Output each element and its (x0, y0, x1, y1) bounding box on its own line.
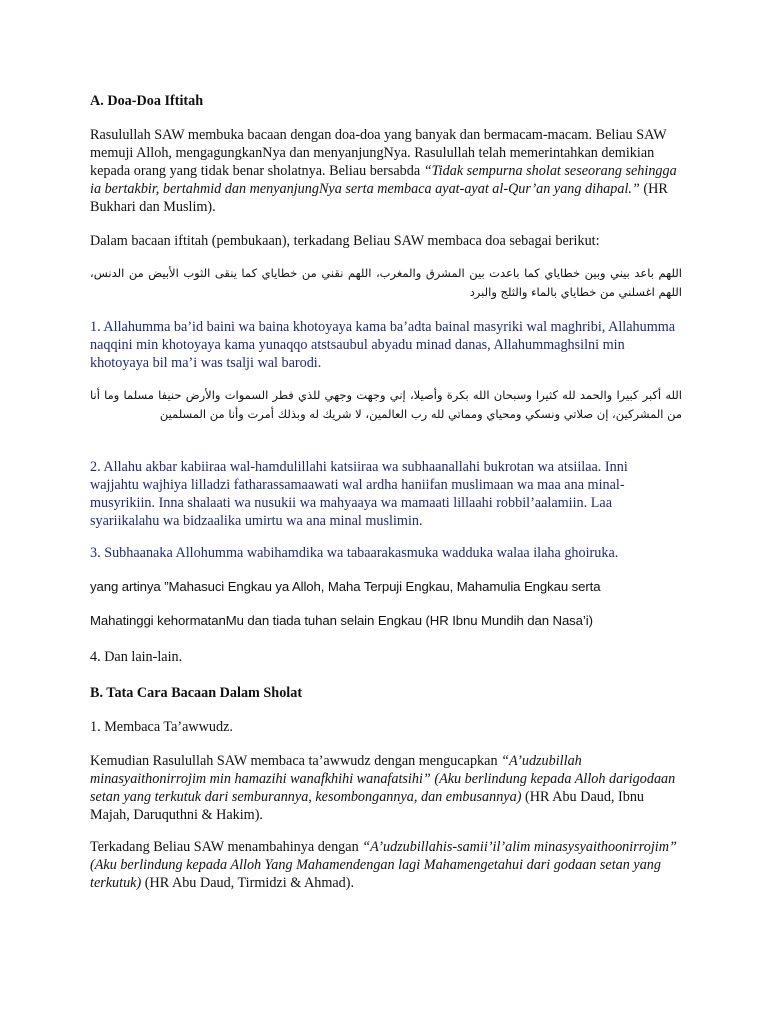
item-4: 4. Dan lain-lain. (90, 649, 183, 665)
doa-3-transliteration: 3. Subhaanaka Allohumma wabihamdika wa tabaarakasmuka wadduka walaa ilaha ghoiruka. (90, 545, 619, 561)
section-a-heading: A. Doa-Doa Iftitah (90, 93, 204, 109)
doa-1-transliteration: 1. Allahumma ba’id baini wa baina khotoyaya kama ba’adta bainal masyriki wal maghribi, Allahumma naqqini min khotoyaya kama yunaqqo atstsaubul abyadu minad danas, Allahummaghsilni min khotoyaya bil ma’i was tsalji wal barodi. (90, 319, 676, 371)
p2-translation: (Aku berlindung kepada Alloh Yang Mahamendengan lagi Mahamengetahui dari godaan setan yang terkutuk) (90, 857, 661, 891)
p1-quote: “A’udzubillah minasyaithonirrojim min hamazihi wanafkhihi wanafatsihi” (90, 753, 582, 787)
lead-in-paragraph: Dalam bacaan iftitah (pembukaan), terkadang Beliau SAW membaca doa sebagai berikut: (90, 233, 600, 249)
meaning-line-1: yang artinya ”Mahasuci Engkau ya Alloh, Maha Terpuji Engkau, Mahamulia Engkau serta (90, 579, 601, 594)
intro-paragraph (90, 126, 680, 216)
sub-heading-1: 1. Membaca Ta’awwudz. (90, 719, 233, 735)
taawwudz-paragraph-2 (90, 838, 680, 892)
arabic-doa-1: اللهم باعد بيني وبين خطاياي كما باعدت بين المشرق والمغرب، اللهم نقني من خطاياي كما ينقى الثوب الأبيض من الدنس، اللهم اغسلني من خطاياي بالماء والثلج والبرد (90, 266, 682, 299)
meaning-line-2: Mahatinggi kehormatanMu dan tiada tuhan selain Engkau (HR Ibnu Mundih dan Nasa’i) (90, 613, 593, 628)
p1-source: (HR Abu Daud, Ibnu Majah, Daruquthni & Hakim). (90, 789, 645, 823)
taawwudz-paragraph-1 (90, 752, 680, 824)
intro-source: (HR Bukhari dan Muslim). (90, 181, 668, 215)
section-b-heading: B. Tata Cara Bacaan Dalam Sholat (90, 685, 303, 701)
p2-source: (HR Abu Daud, Tirmidzi & Ahmad). (141, 875, 355, 891)
p2-text: Terkadang Beliau SAW menambahinya dengan (90, 839, 363, 855)
p1-text: Kemudian Rasulullah SAW membaca ta’awwudz dengan mengucapkan (90, 753, 502, 769)
p1-translation: (Aku berlindung kepada Alloh darigodaan setan yang terkutuk dari semburannya, kesombongannya, dan embusannya) (90, 771, 676, 805)
intro-quote: “Tidak sempurna sholat seseorang sehingga ia bertakbir, bertahmid dan menyanjungNya serta membaca ayat-ayat al-Qur’an yang dihapal.” (90, 163, 677, 197)
p2-quote: “A’udzubillahis-samii’il’alim minasysyaithoonirrojim” (362, 839, 677, 855)
arabic-doa-2: الله أكبر كبيرا والحمد لله كثيرا وسبحان الله بكرة وأصيلا، إني وجهت وجهي للذي فطر السموات والأرض حنيفا مسلما وما أنا من المشركين، إن صلاتي ونسكي ومحياي ومماتي لله رب العالمين، لا شريك له وبذلك أمرت وأنا من المسلمين (90, 388, 682, 421)
doa-2-transliteration: 2. Allahu akbar kabiiraa wal-hamdulillahi katsiiraa wa subhaanallahi bukrotan wa atsiilaa. Inni wajjahtu wajhiya lilladzi fatharassamaawati wal ardha haniifan muslimaan wa maa ana minal-musyrikiin. Inna shalaati wa nusukii wa mahyaaya wa mamaati lillaahi robbil’aalamiin. Laa syariikalahu wa bidzaalika umirtu wa ana minal muslimin. (90, 459, 628, 529)
intro-text: Rasulullah SAW membuka bacaan dengan doa-doa yang banyak dan bermacam-macam. Beliau SAW memuji Alloh, mengagungkanNya dan menyanjungNya. Rasulullah telah memerintahkan demikian kepada orang yang tidak benar sholatnya. Beliau bersabda (90, 127, 667, 179)
